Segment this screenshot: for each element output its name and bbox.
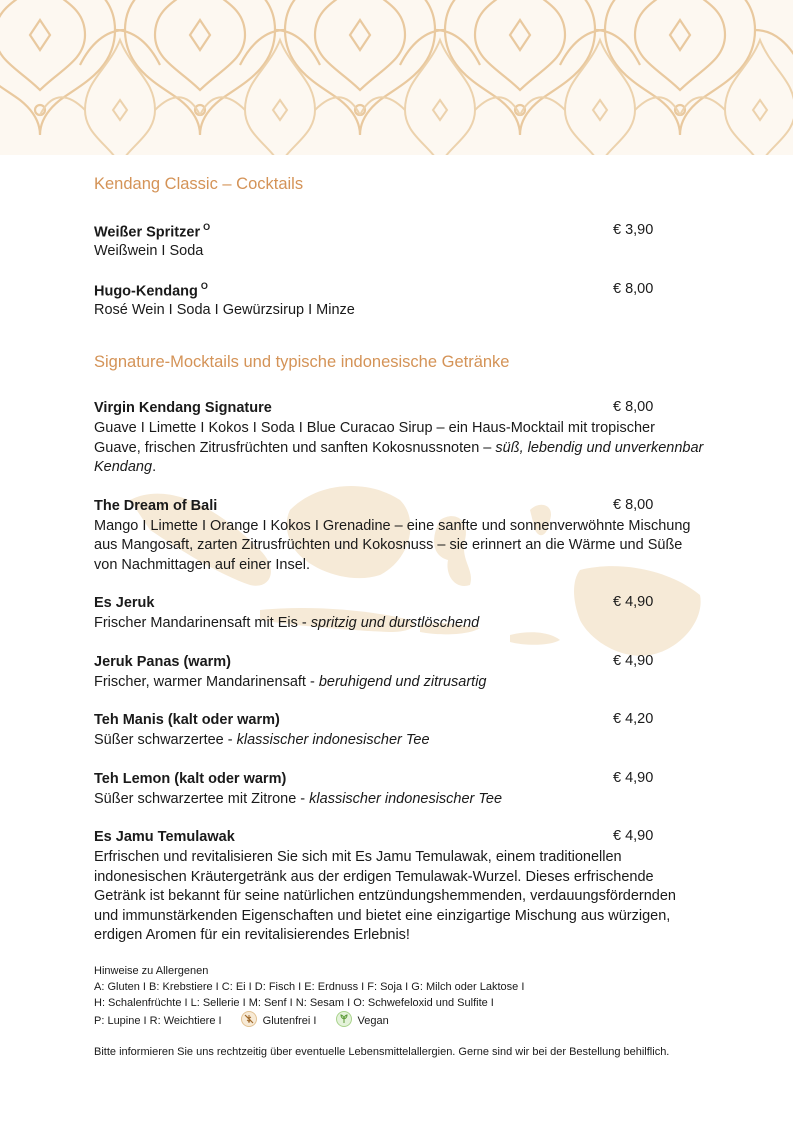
item-name: Jeruk Panas (warm) [94, 653, 232, 670]
item-name: The Dream of Bali [94, 497, 218, 514]
menu-item [94, 770, 704, 810]
menu-item [94, 594, 704, 634]
item-description: Süßer schwarzertee mit Zitrone - klassischer indonesischer Tee [94, 790, 503, 807]
item-name: Virgin Kendang Signature [94, 400, 272, 416]
allergy-note: Bitte informieren Sie uns rechtzeitig über eventuelle Lebensmittelallergien. Gerne sind wir bei der Bestellung behilflich. [94, 1046, 670, 1058]
item-price: € 4,90 [613, 652, 654, 669]
item-description: Weißwein I Soda [94, 243, 204, 259]
ornament-banner [0, 0, 793, 155]
item-price: € 4,20 [613, 711, 654, 727]
item-price: € 3,90 [613, 222, 654, 238]
section-title-signature: Signature-Mocktails und typische indonesische Getränke [94, 353, 510, 371]
vegan-leaf-icon [336, 1011, 352, 1027]
menu-item [94, 711, 704, 751]
item-price: € 8,00 [613, 496, 654, 513]
menu-item [94, 828, 704, 946]
item-description: Frischer, warmer Mandarinensaft - beruhigend und zitrusartig [94, 673, 487, 690]
item-price: € 8,00 [613, 280, 654, 297]
item-price: € 4,90 [613, 769, 654, 786]
item-price: € 4,90 [613, 828, 654, 844]
item-name: Teh Manis (kalt oder warm) [94, 712, 280, 728]
item-description: Rosé Wein I Soda I Gewürzsirup I Minze [94, 301, 355, 318]
menu-item [94, 497, 704, 576]
item-name: Es Jeruk [94, 595, 155, 611]
item-mark: O [200, 280, 208, 291]
section-title-classic: Kendang Classic – Cocktails [94, 175, 304, 193]
item-price: € 4,90 [613, 594, 654, 610]
item-name: Hugo-Kendang [94, 282, 198, 299]
menu-content [94, 175, 704, 946]
item-price: € 8,00 [613, 399, 654, 415]
item-description: Frischer Mandarinensaft mit Eis - spritzig und durstlöschend [94, 615, 480, 631]
menu-item [94, 222, 704, 262]
menu-item [94, 281, 704, 321]
menu-item [94, 399, 704, 478]
item-name: Weißer Spritzer [94, 224, 201, 241]
menu-item [94, 653, 704, 693]
item-description: Mango I Limette I Orange I Kokos I Grenadine – eine sanfte und sonnenverwöhnte Mischung aus Mangosaft, zarten Zitrusfrüchten und Kokosnuss – sie erinnert an die Wärme und Süße von Nachmittagen auf einer Insel. [94, 517, 691, 573]
item-description: Erfrischen und revitalisieren Sie sich mit Es Jamu Temulawak, einem traditionellen indonesischen Kräutergetränk aus der erdigen Temulawak-Wurzel. Dieses erfrischende Getränk ist bekannt für seine natürlichen entzündungshemmenden, verdauungsfördernden und immunstärkenden Eigenschaften und bietet eine einzigartige Mischung aus würzigen, erdigen Aromen für ein revitalisierendes Erlebnis! [94, 849, 676, 943]
item-name: Es Jamu Temulawak [94, 829, 235, 845]
gluten-free-icon [241, 1011, 257, 1027]
item-description: Süßer schwarzertee - klassischer indonesischer Tee [94, 732, 430, 748]
allergen-line: A: Gluten I B: Krebstiere I C: Ei I D: Fisch I E: Erdnuss I F: Soja I G: Milch oder Laktose I [94, 981, 525, 993]
allergen-notes [94, 963, 714, 1029]
allergen-line-legend: P: Lupine I R: Weichtiere I Glutenfrei I Vegan [94, 1011, 714, 1029]
allergen-line: H: Schalenfrüchte I L: Sellerie I M: Senf I N: Sesam I O: Schwefeloxid und Sulfite I [94, 997, 494, 1009]
item-mark: O [203, 222, 211, 232]
item-name: Teh Lemon (kalt oder warm) [94, 770, 287, 787]
allergen-title: Hinweise zu Allergenen [94, 965, 209, 977]
item-description: Guave I Limette I Kokos I Soda I Blue Curacao Sirup – ein Haus-Mocktail mit tropischer Guave, frischen Zitrusfrüchten und sanften Kokosnussnoten – süß, lebendig und unverkennbar Kendang. [94, 420, 704, 475]
